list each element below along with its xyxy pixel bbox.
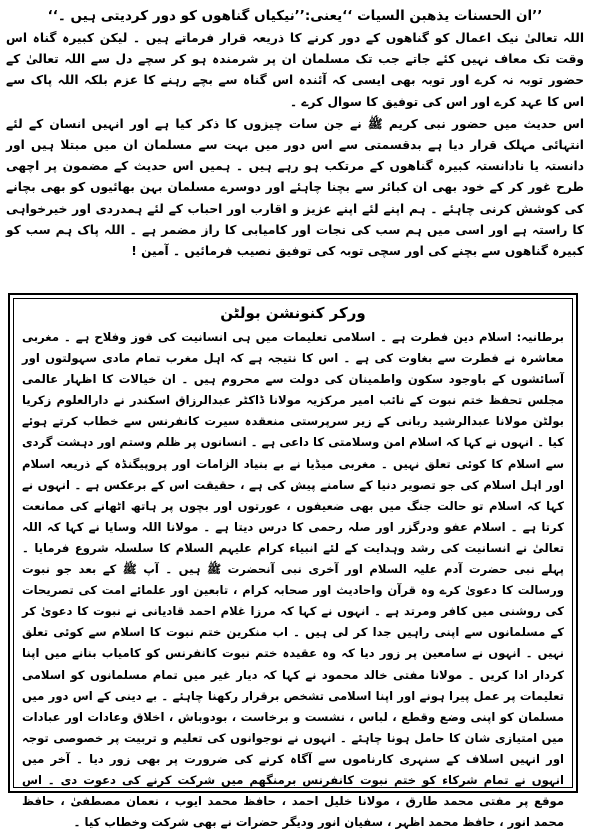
paragraph-repentance: اللہ تعالیٰ نیک اعمال کو گناھوں کے دور کرنے کا ذریعہ قرار فرماتے ہیں ۔ لیکن کبیرہ گناہ اس وقت تک معاف نہیں کئے جاتے جب تک مسلمان ان پر شرمندہ ہو کر سچے دل سے اللہ تعالیٰ کے حضور توبہ نہ کرے اور توبہ بھی ایسی کہ آئندہ اس گناہ سے بچے رہنے کا عزم بلکہ اللہ پاک سے اس کا عہد کرے اور اس کی توفیق کا سوال کرے ۔ bbox=[6, 31, 584, 109]
news-box-inner bbox=[13, 298, 573, 830]
news-box-title: ورکر کنونشن بولٹن bbox=[220, 304, 366, 322]
article-top bbox=[6, 6, 584, 262]
news-box bbox=[8, 293, 578, 830]
news-box-body: برطانیہ: اسلام دین فطرت ہے ۔ اسلامی تعلیمات میں ہی انسانیت کی فوز وفلاح ہے ۔ مغربی معاشرہ نے فطرت سے بغاوت کی ہے ۔ اس کا نتیجہ ہے کہ اہل مغرب تمام مادی سہولتوں اور آسائشوں کے باوجود سکون واطمینان کی دولت سے محروم ہیں ۔ ان خیالات کا اظہار عالمی مجلس تحفظ ختم نبوت کے نائب امیر مرکزیہ مولانا ڈاکٹر عبدالرزاق اسکندر نے دارالعلوم زکریا بولٹن مولانا عبدالرشید ربانی کے زیر سرپرستی منعقدہ سیرت کانفرنس سے خطاب کرتے ہوئے کیا ۔ انہوں نے کہا کہ اسلام امن وسلامتی کا داعی ہے ۔ انسانوں پر ظلم وستم اور دہشت گردی سے اسلام کا کوئی تعلق نہیں ۔ مغربی میڈیا نے بے بنیاد الزامات اور پروپیگنڈہ کے ذریعہ اسلام اور اہل اسلام کی جو تصویر دنیا کے سامنے پیش کی ہے ، حقیقت اس کے برعکس ہے ۔ انہوں نے کہا کہ اسلام تو حالت جنگ میں بھی ضعیفوں ، عورتوں اور بچوں پر ہاتھ اٹھانے کی ممانعت کرتا ہے ۔ اسلام عفو ودرگزر اور صلہ رحمی کا درس دیتا ہے ۔ مولانا اللہ وسایا نے کہا کہ اللہ تعالیٰ نے انسانیت کی رشد وہدایت کے لئے انبیاء کرام علیہم السلام کا سلسلہ شروع فرمایا ۔ پہلے نبی حضرت آدم علیہ السلام اور آخری نبی آنحضرت ﷺ ہیں ۔ آپ ﷺ کے بعد جو نبوت ورسالت کا دعویٰ کرے وہ قرآن واحادیث اور صحابہ کرام ، تابعین اور علمائے امت کی تصریحات کی روشنی میں کافر ومرتد ہے ۔ انہوں نے کہا کہ مرزا غلام احمد قادیانی نے نبوت کا دعویٰ کر کے مسلمانوں سے اپنی راہیں جدا کر لی ہیں ۔ اب منکرین ختم نبوت کا اسلام سے کوئی تعلق نہیں ۔ انہوں نے سامعین پر زور دیا کہ وہ عقیدہ ختم نبوت کانفرنس کو کامیاب بنانے میں اپنا کردار ادا کریں ۔ مولانا مفتی خالد محمود نے کہا کہ دیار غیر میں تمام مسلمانوں کو اسلامی تعلیمات پر عمل پیرا ہونے اور اپنا اسلامی تشخص برقرار رکھنا چاہئے ۔ بے دینی کے اس دور میں مسلمان کو اپنی وضع وقطع ، لباس ، نشست و برخاست ، بودوباش ، اخلاق وعادات اور عبادات میں امتیازی شان کا حامل ہونا چاہئے ۔ انہوں نے نوجوانوں کی تعلیم و تربیت پر خصوصی توجہ اور انہیں اسلاف کے سنہری کارناموں سے آگاہ کرنے کی ضرورت پر بھی زور دیا ۔ آخر میں انہوں نے تمام شرکاء کو ختم نبوت کانفرنس برمنگھم میں شرکت کرنے کی دعوت دی ۔ اس موقع پر مفتی محمد طارق ، مولانا خلیل احمد ، حافظ محمد ایوب ، نعمان مصطفیٰ ، حافظ محمد انور ، حافظ محمد اظہر ، سفیان انور ودیگر حضرات نے بھی شرکت وخطاب کیا ۔ bbox=[22, 330, 564, 830]
paragraph-hadith-commentary: اس حدیث میں حضور نبی کریم ﷺ نے جن سات چیزوں کا ذکر کیا ہے اور انہیں انسان کے لئے انتہائی مہلک قرار دیا ہے بدقسمتی سے اس دور میں بہت سے مسلمان ان میں مبتلا ہیں اور دانستہ یا نادانستہ کبیرہ گناھوں کے مرتکب ہو رہے ہیں ۔ ہمیں اس حدیث کے مضمون پر اچھی طرح غور کر کے خود بھی ان کبائر سے بچنا چاہئے اور دوسرے مسلمان بہن بھائیوں کو بھی بچانے کی کوشش کرنی چاہئے ۔ ہم اپنے لئے اپنے عزیز و اقارب اور احباب کے لئے ہمدردی اور خیرخواہی کا راستہ ہے اور اسی میں ہم سب کی نجات اور کامیابی کا راز مضمر ہے ۔ اللہ پاک ہم سب کو کبیرہ گناھوں سے بچنے کی اور سچی توبہ کی توفیق نصیب فرمائیں ۔ آمین ! bbox=[6, 116, 584, 259]
hadith-quote: ’’ان الحسنات یذھبن السیات ‘‘یعنی:’’نیکیاں گناھوں کو دور کردیتی ہیں ۔‘‘ bbox=[47, 8, 543, 24]
